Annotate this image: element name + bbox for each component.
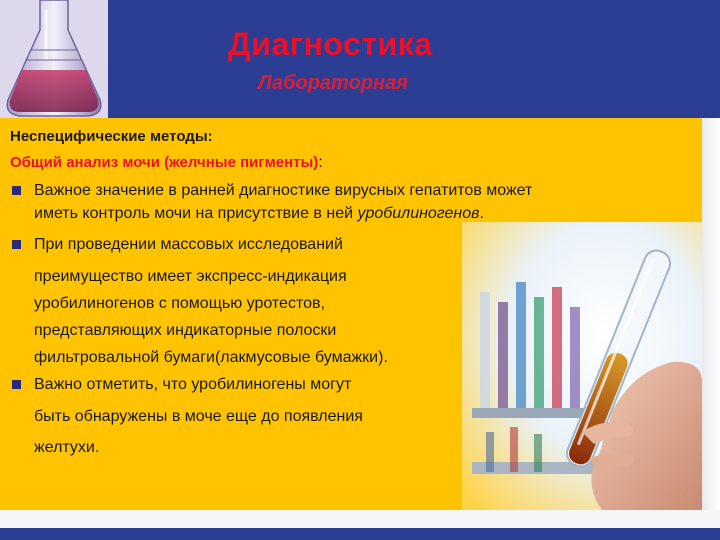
bullet-2-line-4: представляющих индикаторные полоски xyxy=(34,322,337,339)
subheading: Общий анализ мочи (желчные пигменты) xyxy=(10,154,319,171)
bullet-1-line-2 xyxy=(34,203,484,225)
bullet-2-line-2: преимущество имеет экспресс-индикация xyxy=(34,268,347,285)
bullet-1-text: иметь контроль мочи на присутствие в ней xyxy=(34,205,358,222)
slide-footer xyxy=(0,528,720,540)
section-heading: Неспецифические методы: xyxy=(10,128,213,145)
bullet-2-line-1: При проведении массовых исследований xyxy=(34,236,343,253)
bullet-marker xyxy=(12,240,21,249)
bullet-2-line-3: уробилиногенов с помощью уротестов, xyxy=(34,295,325,312)
bullet-marker xyxy=(12,380,21,389)
subheading-colon: : xyxy=(318,154,323,171)
bullet-2-line-5: фильтровальной бумаги(лакмусовые бумажки). xyxy=(34,349,388,366)
slide-title: Диагностика xyxy=(228,26,433,62)
bullet-1-emphasis: уробилиногенов xyxy=(357,205,480,222)
bullet-1-line-1: Важное значение в ранней диагностике вирусных гепатитов может xyxy=(34,182,533,199)
test-tube-photo xyxy=(462,222,702,510)
flask-photo xyxy=(0,0,108,118)
bullet-3-line-1: Важно отметить, что уробилиногены могут xyxy=(34,376,352,393)
bullet-3-line-2: быть обнаружены в моче еще до появления xyxy=(34,408,363,425)
bullet-marker xyxy=(12,186,21,195)
subheading-line xyxy=(10,152,323,174)
bullet-1-period: . xyxy=(479,205,484,222)
bottom-spacer xyxy=(0,510,720,528)
slide-subtitle: Лабораторная xyxy=(258,72,408,94)
panel-shadow xyxy=(702,118,720,510)
bullet-3-line-3: желтухи. xyxy=(34,439,100,456)
